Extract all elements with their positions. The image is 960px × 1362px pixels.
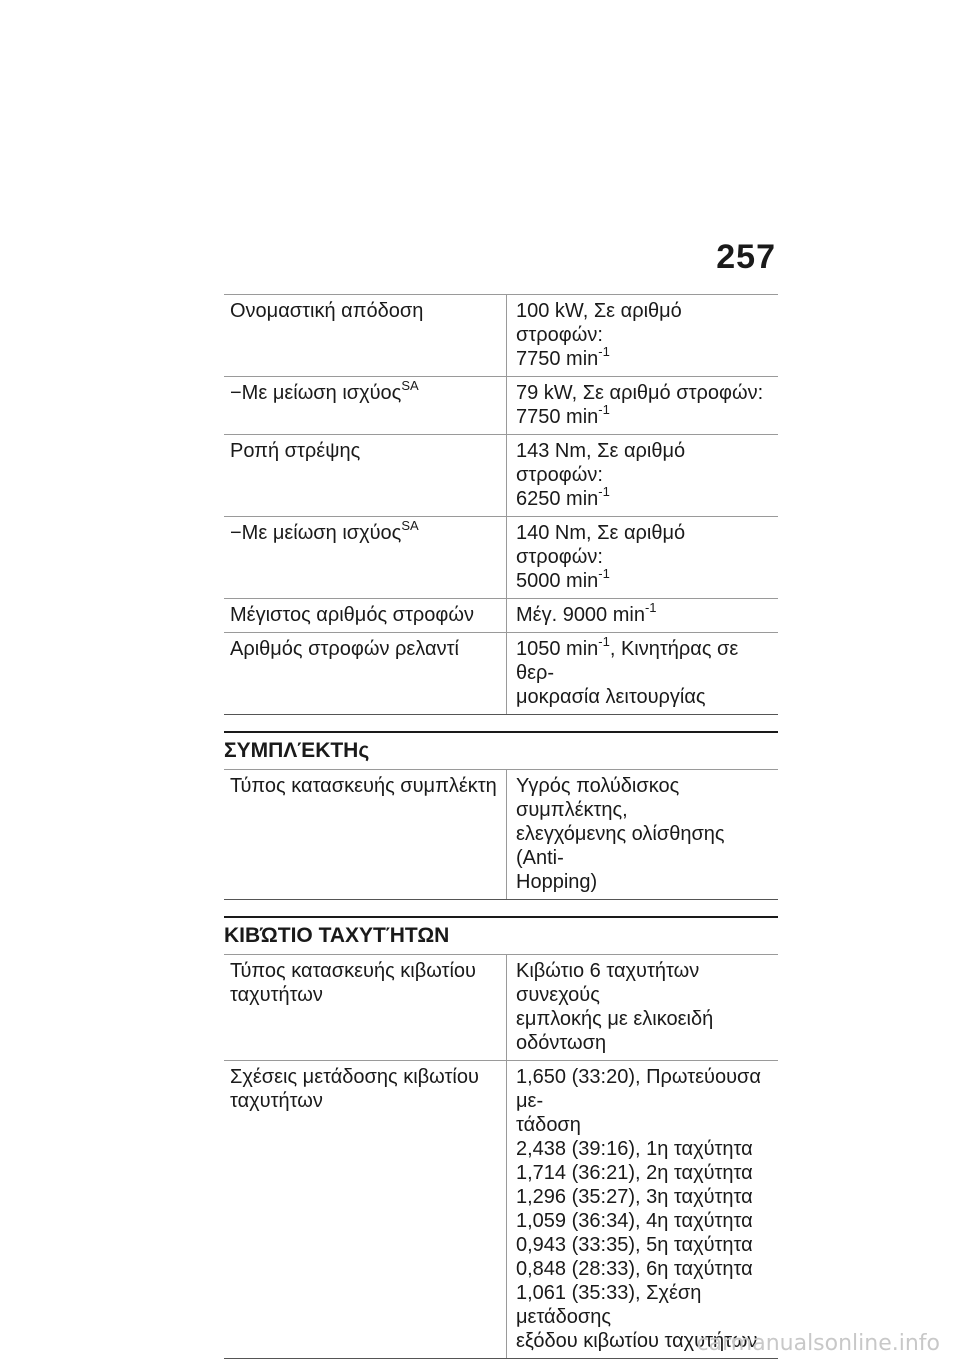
table-row xyxy=(224,1061,778,1359)
page-number: 257 xyxy=(716,238,776,276)
row-value: 100 kW, Σε αριθμό στροφών: 7750 $\min^{-1}$ xyxy=(507,295,779,377)
table-row xyxy=(224,517,778,599)
row-label: −Με μείωση ισχύος$^{SA}$ xyxy=(224,517,507,599)
row-label: Ροπή στρέψης xyxy=(224,435,507,517)
watermark-link[interactable]: carmanualsonline.info xyxy=(696,1331,940,1356)
row-value: 1,650 (33:20), Πρωτεύουσα με- τάδοση 2,438 (39:16), 1η ταχύτητα 1,714 (36:21), 2η ταχύτητα 1,296 (35:27), 3η ταχύτητα 1,059 (36:34), 4η ταχύτητα 0,943 (33:35), 5η ταχύτητα 0,848 (28:33), 6η ταχύτητα 1,061 (35:33), Σχέση μετάδοσης εξόδου κιβωτίου ταχυτήτων xyxy=(507,1061,779,1359)
row-value: 140 Nm, Σε αριθμό στροφών: 5000 $\min^{-1}$ xyxy=(507,517,779,599)
table-row xyxy=(224,955,778,1061)
table-row xyxy=(224,633,778,715)
row-label: Μέγιστος αριθμός στροφών xyxy=(224,599,507,633)
section-title-gearbox: ΚΙΒΏΤΙΟ ΤΑΧΥΤΉΤΩΝ xyxy=(224,916,778,955)
row-label: Αριθμός στροφών ρελαντί xyxy=(224,633,507,715)
row-value: 143 Nm, Σε αριθμό στροφών: 6250 $\min^{-1}$ xyxy=(507,435,779,517)
row-label: Ονομαστική απόδοση xyxy=(224,295,507,377)
table-row xyxy=(224,295,778,377)
row-label: Σχέσεις μετάδοσης κιβωτίου ταχυτήτων xyxy=(224,1061,507,1359)
engine-spec-table xyxy=(224,295,778,715)
row-value: 79 kW, Σε αριθμό στροφών: 7750 $\min^{-1}$ xyxy=(507,377,779,435)
table-row xyxy=(224,599,778,633)
table-row xyxy=(224,435,778,517)
row-label: −Με μείωση ισχύος$^{SA}$ xyxy=(224,377,507,435)
gearbox-spec-table xyxy=(224,955,778,1359)
row-value: Μέγ. 9000 $\min^{-1}$ xyxy=(507,599,779,633)
spec-content xyxy=(224,294,778,1359)
row-value: 1050 $\min^{-1}$, Κινητήρας σε θερ- μοκρασία λειτουργίας xyxy=(507,633,779,715)
section-title-clutch: ΣΥΜΠΛΈΚΤΗς xyxy=(224,731,778,770)
row-label: Τύπος κατασκευής κιβωτίου ταχυτήτων xyxy=(224,955,507,1061)
clutch-spec-table xyxy=(224,770,778,900)
row-label: Τύπος κατασκευής συμπλέκτη xyxy=(224,770,507,900)
table-row xyxy=(224,377,778,435)
row-value: Κιβώτιο 6 ταχυτήτων συνεχούς εμπλοκής με ελικοειδή οδόντωση xyxy=(507,955,779,1061)
row-value: Υγρός πολύδισκος συμπλέκτης, ελεγχόμενης ολίσθησης (Anti- Hopping) xyxy=(507,770,779,900)
table-row xyxy=(224,770,778,900)
